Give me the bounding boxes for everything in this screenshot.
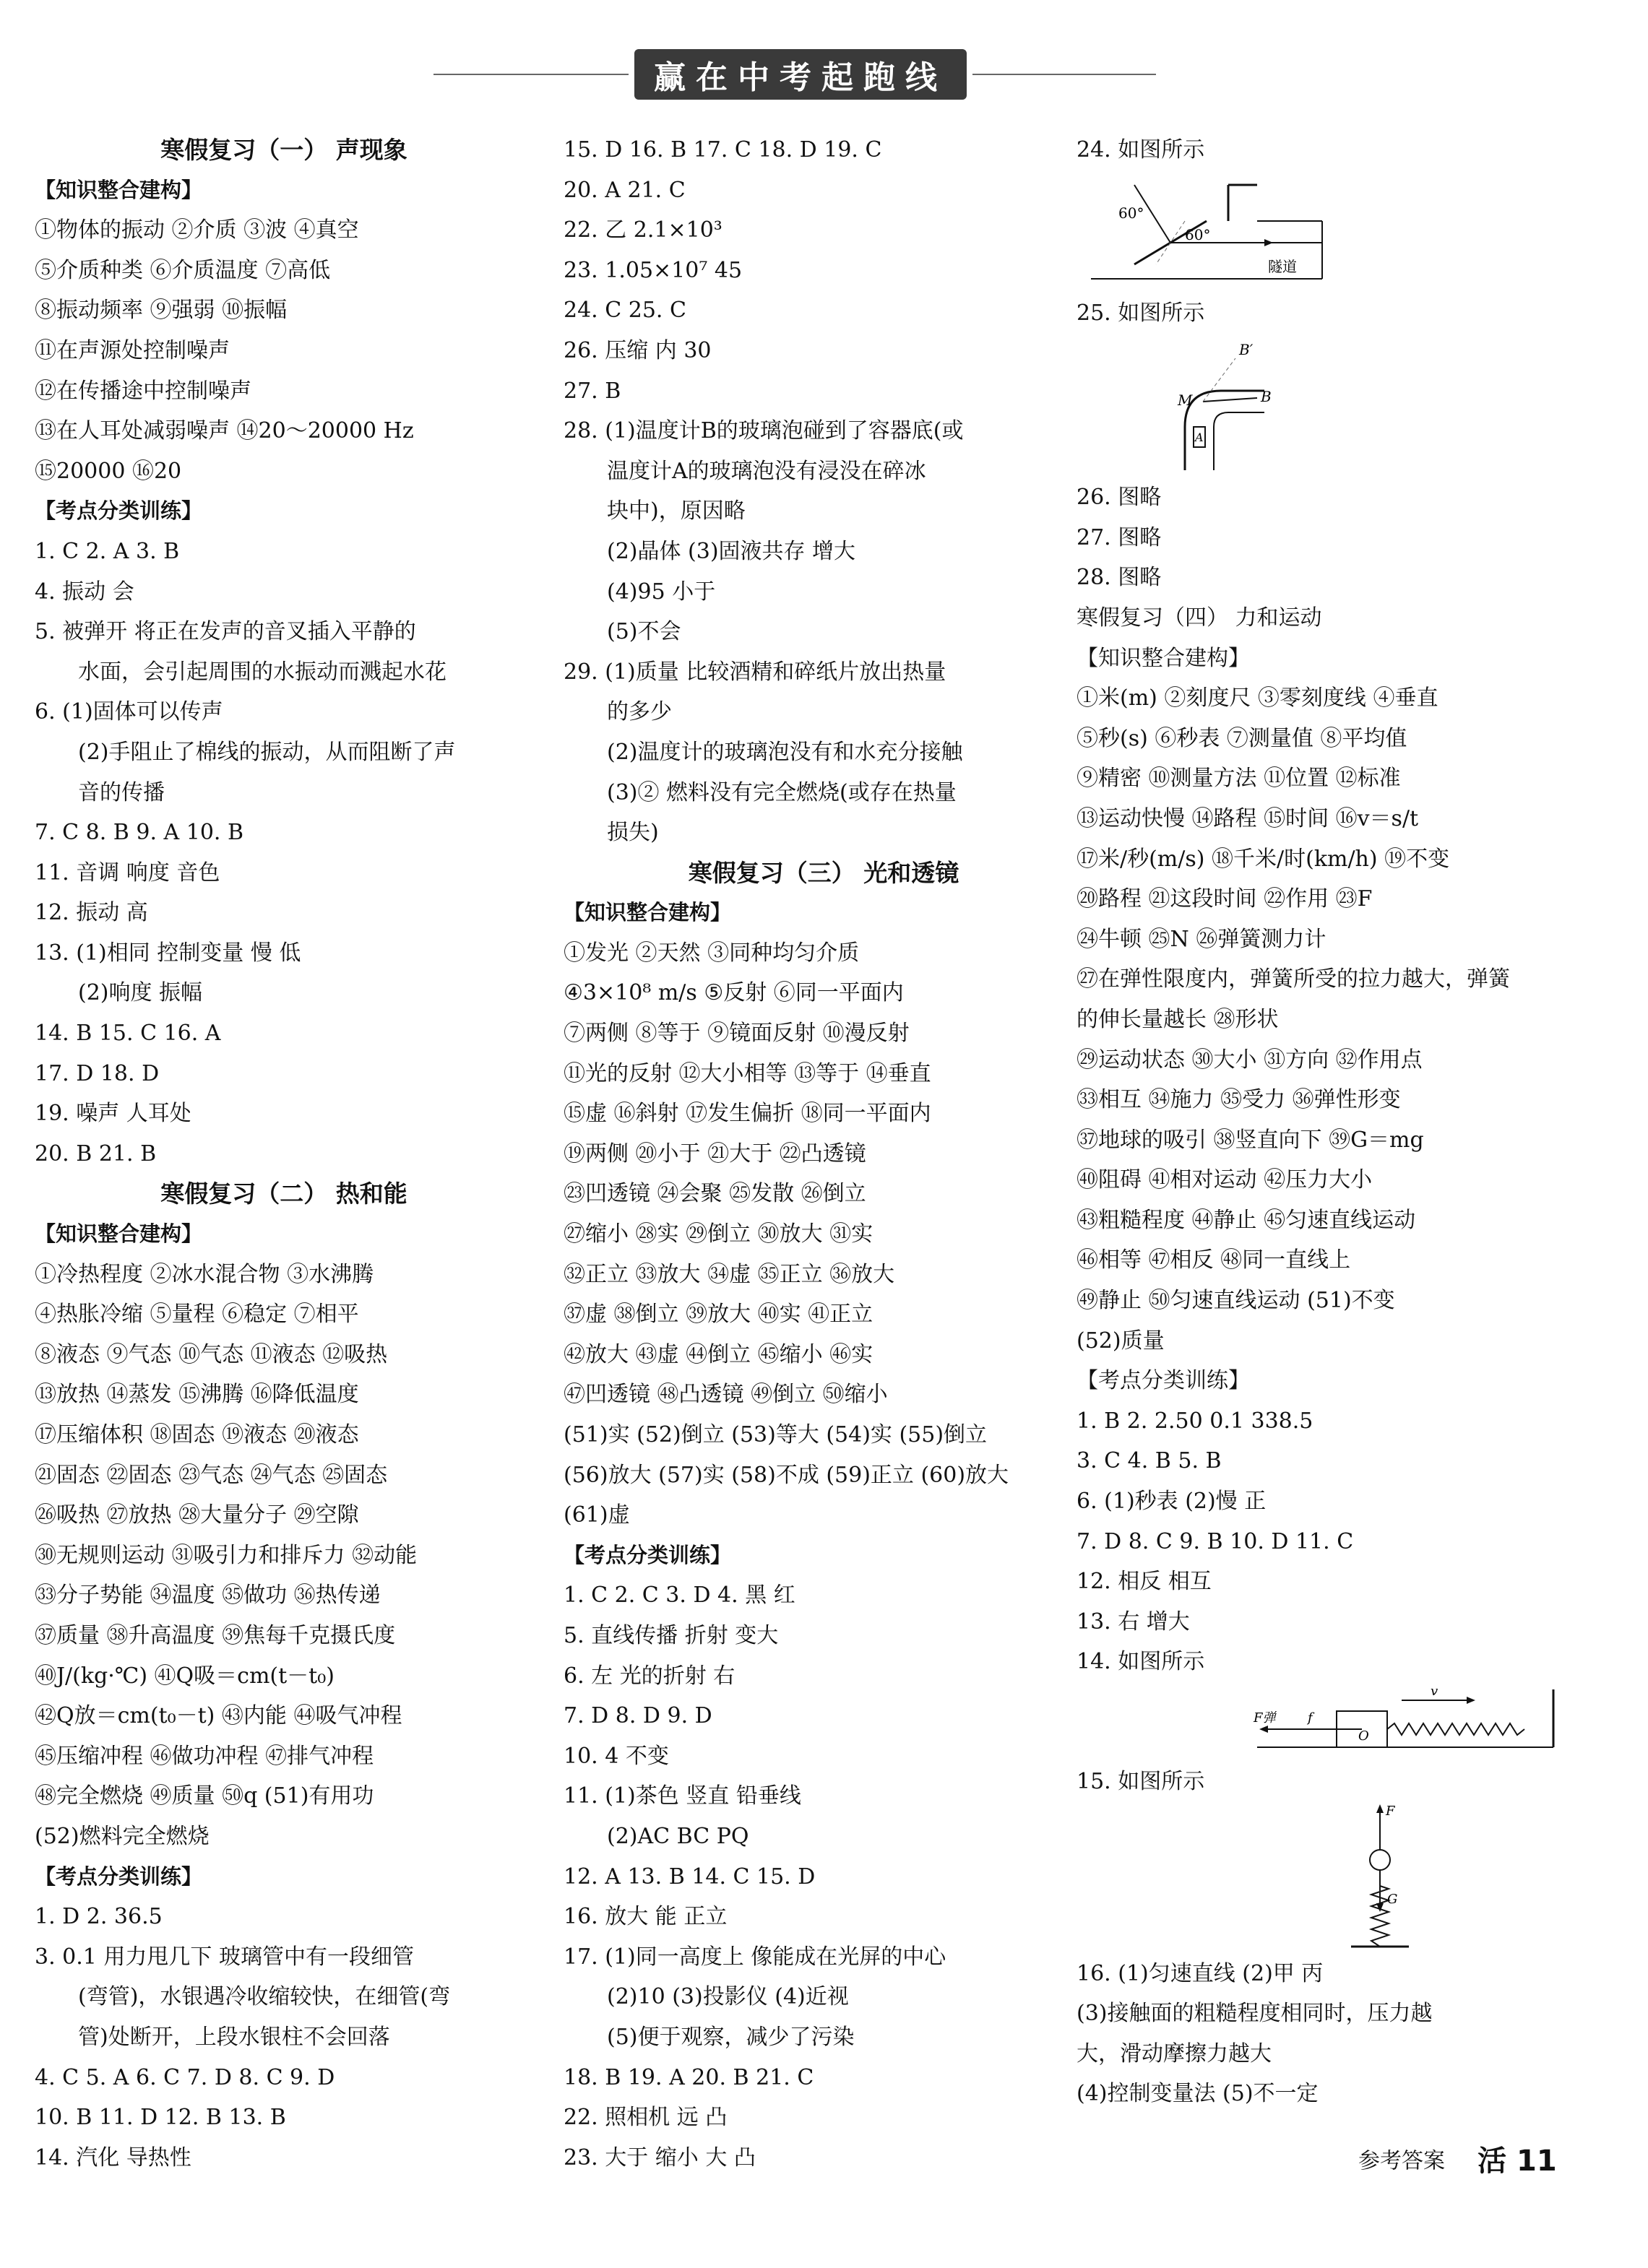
answer-line: 6. (1)秒表 (2)慢 正 (1077, 1489, 1267, 1515)
answer-line: ⑮虚 ⑯斜射 ⑰发生偏折 ⑱同一平面内 (564, 1101, 931, 1127)
answer-line: 11. (1)茶色 竖直 铅垂线 (564, 1783, 801, 1809)
answer-line: 14. B 15. C 16. A (35, 1021, 221, 1047)
figure-15-hanging-ball (1077, 1802, 1618, 1954)
answer-line: (4)95 小于 (607, 579, 716, 605)
answer-line: 温度计A的玻璃泡没有浸没在碎冰 (607, 458, 926, 484)
answer-line: (52)质量 (1077, 1328, 1165, 1354)
answer-line: 10. 4 不变 (564, 1743, 669, 1769)
fig25-label-bprime: B′ (1239, 341, 1254, 359)
answer-line: ㊲地球的吸引 ㊳竖直向下 ㊴G＝mg (1077, 1127, 1424, 1153)
answer-line: 6. 左 光的折射 右 (564, 1663, 735, 1689)
answer-line: 13. (1)相同 控制变量 慢 低 (35, 940, 301, 966)
answer-line: 22. 乙 2.1×10³ (564, 217, 722, 243)
answer-line: ㉑固态 ㉒固态 ㉓气态 ㉔气态 ㉕固态 (35, 1462, 388, 1488)
answer-line: (51)实 (52)倒立 (53)等大 (54)实 (55)倒立 (564, 1422, 988, 1447)
answer-line: (4)控制变量法 (5)不一定 (1077, 2081, 1319, 2107)
section-heading: 寒假复习（三） 光和透镜 (688, 858, 959, 887)
figure-25-curve (1077, 333, 1618, 477)
answer-line: 28. 图略 (1077, 565, 1162, 591)
answer-line: 12. A 13. B 14. C 15. D (564, 1864, 816, 1890)
answer-line: 1. B 2. 2.50 0.1 338.5 (1077, 1408, 1313, 1434)
answer-line: ㊻相等 ㊼相反 ㊽同一直线上 (1077, 1247, 1351, 1273)
fig25-label-m: M (1178, 391, 1193, 410)
page-footer (1358, 2138, 1557, 2179)
answer-line: ⑧液态 ⑨气态 ⑩气态 ⑪液态 ⑫吸热 (35, 1341, 388, 1367)
answer-line: ㉔牛顿 ㉕N ㉖弹簧测力计 (1077, 926, 1326, 952)
answer-line: 28. (1)温度计B的玻璃泡碰到了容器底(或 (564, 418, 964, 444)
answer-line: 14. 汽化 导热性 (35, 2144, 191, 2170)
fig25-label-a: A (1195, 430, 1204, 445)
answer-line: ㊵阻碍 ㊶相对运动 ㊷压力大小 (1077, 1167, 1373, 1193)
fig14-label-f: f (1308, 1710, 1313, 1726)
answer-line: ④3×10⁸ m/s ⑤反射 ⑥同一平面内 (564, 980, 904, 1006)
answer-line: ㉖吸热 ㉗放热 ㉘大量分子 ㉙空隙 (35, 1502, 359, 1528)
answer-line: ①发光 ②天然 ③同种均匀介质 (564, 940, 860, 966)
answer-line: ㉚无规则运动 ㉛吸引力和排斥力 ㉜动能 (35, 1542, 418, 1568)
answer-line: ㊷Q放＝cm(t₀－t) ㊸内能 ㊹吸气冲程 (35, 1703, 402, 1729)
answer-line: (52)燃料完全燃烧 (35, 1823, 210, 1849)
answer-line: 7. D 8. D 9. D (564, 1703, 712, 1729)
answer-line: 5. 直线传播 折射 变大 (564, 1622, 779, 1648)
column-right (1077, 130, 1618, 2114)
page-number: 活 11 (1477, 2144, 1557, 2178)
answer-line: 20. B 21. B (35, 1141, 157, 1167)
answer-line: ⑤介质种类 ⑥介质温度 ⑦高低 (35, 257, 331, 283)
answer-line: ⑨精密 ⑩测量方法 ⑪位置 ⑫标准 (1077, 766, 1401, 792)
answer-line: 5. 被弹开 将正在发声的音叉插入平静的 (35, 619, 416, 645)
answer-line: ⑬在人耳处减弱噪声 ⑭20～20000 Hz (35, 418, 414, 444)
answer-line: (弯管)，水银遇冷收缩较快，在细管(弯 (78, 1984, 451, 2010)
subsection-label: 【考点分类训练】 (564, 1542, 732, 1567)
answer-line: (2)晶体 (3)固液共存 增大 (607, 538, 856, 564)
banner-title: 赢在中考起跑线 (634, 49, 967, 100)
figure-24-tunnel (1077, 170, 1618, 293)
fig24-angle-1: 60° (1118, 204, 1144, 222)
answer-line: 23. 1.05×10⁷ 45 (564, 257, 743, 283)
answer-line: (2)温度计的玻璃泡没有和水充分接触 (607, 739, 963, 765)
answer-line: ㊺压缩冲程 ㊻做功冲程 ㊼排气冲程 (35, 1743, 374, 1769)
answer-line: 1. C 2. C 3. D 4. 黑 红 (564, 1583, 795, 1609)
fig14-label-o: O (1358, 1728, 1369, 1744)
answer-line: 10. B 11. D 12. B 13. B (35, 2105, 286, 2131)
answer-line: 19. 噪声 人耳处 (35, 1101, 191, 1127)
answer-line: ㊼凹透镜 ㊽凸透镜 ㊾倒立 ㊿缩小 (564, 1382, 888, 1408)
answer-line: 15. 如图所示 (1077, 1769, 1205, 1794)
answer-line: ㉝分子势能 ㉞温度 ㉟做功 ㊱热传递 (35, 1583, 381, 1609)
answer-line: 22. 照相机 远 凸 (564, 2105, 728, 2131)
answer-line: 26. 图略 (1077, 485, 1162, 511)
answer-line: 27. 图略 (1077, 524, 1162, 550)
answer-line: ㉗在弹性限度内，弹簧所受的拉力越大，弹簧 (1077, 966, 1510, 992)
answer-line: (2)10 (3)投影仪 (4)近视 (607, 1984, 849, 2010)
answer-line: 12. 相反 相互 (1077, 1569, 1212, 1595)
banner-rule-left (433, 74, 629, 75)
fig14-label-v: v (1431, 1684, 1438, 1699)
answer-line: ⑧振动频率 ⑨强弱 ⑩振幅 (35, 298, 288, 324)
answer-line: ㉝相互 ㉞施力 ㉟受力 ㊱弹性形变 (1077, 1087, 1401, 1113)
answer-line: 26. 压缩 内 30 (564, 337, 712, 363)
answer-line: 1. D 2. 36.5 (35, 1904, 163, 1930)
column-middle (564, 130, 1084, 2178)
answer-line: 16. 放大 能 正立 (564, 1904, 728, 1930)
answer-line: (2)AC BC PQ (607, 1823, 749, 1849)
answer-line: ⑤秒(s) ⑥秒表 ⑦测量值 ⑧平均值 (1077, 725, 1407, 751)
fig24-tunnel-label: 隧道 (1268, 257, 1297, 275)
answer-line: 18. B 19. A 20. B 21. C (564, 2064, 814, 2090)
answer-line: (2)响度 振幅 (78, 980, 203, 1006)
answer-line: (5)不会 (607, 619, 681, 645)
answer-line: ④热胀冷缩 ⑤量程 ⑥稳定 ⑦相平 (35, 1302, 359, 1328)
subsection-label: 【知识整合建构】 (35, 1221, 203, 1247)
answer-line: 16. (1)匀速直线 (2)甲 丙 (1077, 1960, 1324, 1986)
banner-rule-right (972, 74, 1156, 75)
answer-line: 4. C 5. A 6. C 7. D 8. C 9. D (35, 2064, 335, 2090)
figure-14-spring-block (1077, 1682, 1618, 1762)
answer-line: 17. D 18. D (35, 1060, 160, 1086)
answer-line: ⑲两侧 ⑳小于 ㉑大于 ㉒凸透镜 (564, 1141, 866, 1167)
answer-line: ㊵J/(kg·℃) ㊶Q吸＝cm(t－t₀) (35, 1663, 335, 1689)
answer-line: 块中)，原因略 (607, 498, 746, 524)
answer-line: 大，滑动摩擦力越大 (1077, 2040, 1272, 2066)
answer-line: ⑰压缩体积 ⑱固态 ⑲液态 ⑳液态 (35, 1422, 359, 1447)
answer-line: ㊲虚 ㊳倒立 ㊴放大 ㊵实 ㊶正立 (564, 1302, 873, 1328)
answer-line: 4. 振动 会 (35, 579, 134, 605)
fig15-label-f: F (1386, 1803, 1395, 1819)
fig24-angle-2: 60° (1185, 225, 1211, 243)
answer-line: ㊽完全燃烧 ㊾质量 ㊿q (51)有用功 (35, 1783, 374, 1809)
answer-line: ⑬放热 ⑭蒸发 ⑮沸腾 ⑯降低温度 (35, 1382, 359, 1408)
section-heading: 寒假复习（四） 力和运动 (1077, 605, 1322, 631)
answer-line: 20. A 21. C (564, 177, 686, 203)
section-heading: 寒假复习（一） 声现象 (160, 136, 407, 164)
answer-line: 7. D 8. C 9. B 10. D 11. C (1077, 1528, 1354, 1554)
subsection-label: 【考点分类训练】 (1077, 1368, 1250, 1394)
answer-line: (2)手阻止了棉线的振动，从而阻断了声 (78, 739, 456, 765)
answer-line: 的伸长量越长 ㉘形状 (1077, 1006, 1279, 1032)
fig25-label-b: B (1261, 388, 1272, 406)
answer-line: 6. (1)固体可以传声 (35, 699, 223, 725)
answer-line: ㊸粗糙程度 ㊹静止 ㊺匀速直线运动 (1077, 1207, 1416, 1233)
subsection-label: 【知识整合建构】 (1077, 645, 1250, 671)
subsection-label: 【考点分类训练】 (35, 498, 203, 524)
answer-line: 24. C 25. C (564, 298, 686, 324)
answer-line: 17. (1)同一高度上 像能成在光屏的中心 (564, 1944, 946, 1970)
answer-line: 管)处断开，上段水银柱不会回落 (78, 2024, 390, 2050)
answer-line: 损失) (607, 820, 659, 846)
answer-line: (5)便于观察，减少了污染 (607, 2024, 855, 2050)
answer-line: ①米(m) ②刻度尺 ③零刻度线 ④垂直 (1077, 685, 1438, 711)
answer-line: 23. 大于 缩小 大 凸 (564, 2144, 756, 2170)
page-banner (433, 49, 1156, 100)
section-heading: 寒假复习（二） 热和能 (160, 1180, 407, 1208)
subsection-label: 【知识整合建构】 (564, 900, 732, 925)
answer-line: ㊾静止 ㊿匀速直线运动 (51)不变 (1077, 1288, 1395, 1314)
subsection-label: 【考点分类训练】 (35, 1864, 203, 1889)
answer-line: ㉓凹透镜 ㉔会聚 ㉕发散 ㉖倒立 (564, 1181, 866, 1207)
answer-line: ⑪光的反射 ⑫大小相等 ⑬等于 ⑭垂直 (564, 1060, 931, 1086)
answer-line: 27. B (564, 378, 621, 404)
footer-label: 参考答案 (1358, 2148, 1445, 2174)
answer-line: 15. D 16. B 17. C 18. D 19. C (564, 137, 882, 163)
answer-line: ⑬运动快慢 ⑭路程 ⑮时间 ⑯v＝s/t (1077, 805, 1419, 831)
answer-line: 音的传播 (78, 779, 165, 805)
answer-line: ⑪在声源处控制噪声 (35, 337, 230, 363)
answer-line: 7. C 8. B 9. A 10. B (35, 820, 244, 846)
answer-line: ㊲质量 ㊳升高温度 ㊴焦每千克摄氏度 (35, 1622, 396, 1648)
column-left (35, 130, 533, 2178)
answer-line: 12. 振动 高 (35, 900, 148, 926)
answer-line: ㉗缩小 ㉘实 ㉙倒立 ㉚放大 ㉛实 (564, 1221, 873, 1247)
answer-line: ①冷热程度 ②冰水混合物 ③水沸腾 (35, 1261, 374, 1287)
answer-line: 1. C 2. A 3. B (35, 538, 180, 564)
answer-line: ⑮20000 ⑯20 (35, 458, 182, 484)
answer-line: (3)接触面的粗糙程度相同时，压力越 (1077, 2001, 1433, 2027)
answer-line: (56)放大 (57)实 (58)不成 (59)正立 (60)放大 (564, 1462, 1009, 1488)
answer-line: ㊷放大 ㊸虚 ㊹倒立 ㊺缩小 ㊻实 (564, 1341, 873, 1367)
answer-line: ①物体的振动 ②介质 ③波 ④真空 (35, 217, 359, 243)
answer-line: 25. 如图所示 (1077, 300, 1205, 326)
answer-line: 13. 右 增大 (1077, 1609, 1190, 1635)
answer-line: 水面，会引起周围的水振动而溅起水花 (78, 659, 446, 685)
fig14-label-fdan: F弹 (1254, 1710, 1276, 1726)
answer-line: 3. C 4. B 5. B (1077, 1448, 1222, 1474)
answer-line: ⑫在传播途中控制噪声 (35, 378, 251, 404)
subsection-label: 【知识整合建构】 (35, 177, 203, 202)
answer-line: ⑰米/秒(m/s) ⑱千米/时(km/h) ⑲不变 (1077, 846, 1450, 872)
answer-line: 11. 音调 响度 音色 (35, 860, 220, 886)
answer-line: 29. (1)质量 比较酒精和碎纸片放出热量 (564, 659, 946, 685)
answer-line: ⑦两侧 ⑧等于 ⑨镜面反射 ⑩漫反射 (564, 1021, 910, 1047)
answer-line: (61)虚 (564, 1502, 630, 1528)
answer-line: ㉜正立 ㉝放大 ㉞虚 ㉟正立 ㊱放大 (564, 1261, 895, 1287)
answer-line: 3. 0.1 用力甩几下 玻璃管中有一段细管 (35, 1944, 414, 1970)
answer-line: 的多少 (607, 699, 672, 725)
answer-line: (3)② 燃料没有完全燃烧(或存在热量 (607, 779, 957, 805)
answer-line: ⑳路程 ㉑这段时间 ㉒作用 ㉓F (1077, 886, 1373, 912)
answer-line: 14. 如图所示 (1077, 1649, 1205, 1675)
answer-line: 24. 如图所示 (1077, 137, 1205, 163)
fig15-label-g: G (1387, 1891, 1398, 1907)
answer-line: ㉙运动状态 ㉚大小 ㉛方向 ㉜作用点 (1077, 1047, 1423, 1073)
